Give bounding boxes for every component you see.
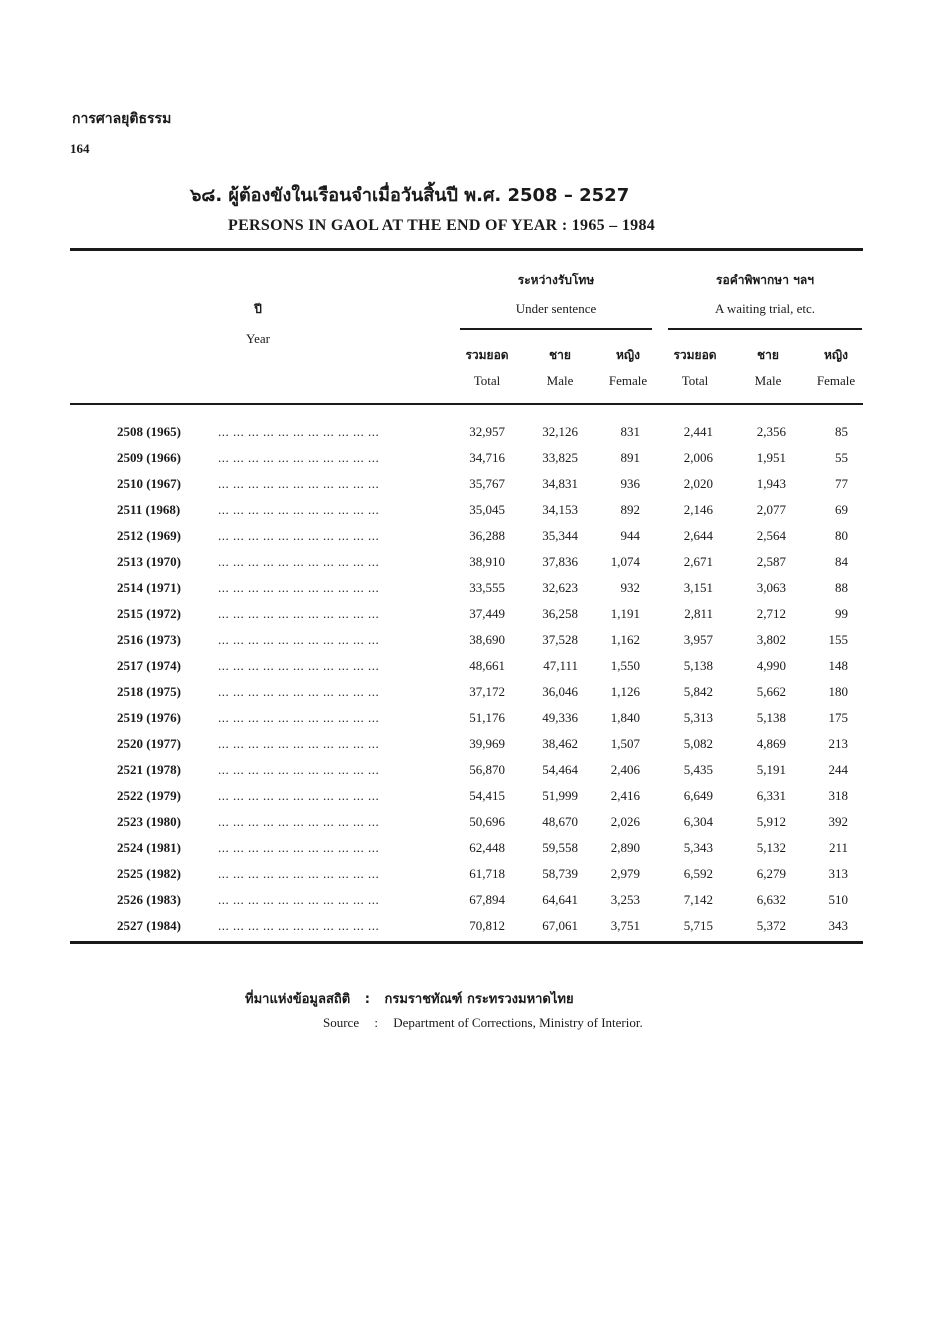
cell-u-total: 38,690	[469, 632, 505, 647]
row-leader-dots: ... ... ... ... ... ... ... ... ... ... ...	[218, 606, 380, 621]
page-number: 164	[70, 141, 90, 156]
cell-w-female: 99	[835, 606, 848, 621]
cell-w-male: 2,564	[756, 528, 786, 543]
cell-w-total: 3,957	[683, 632, 713, 647]
row-year: 2508 (1965)	[117, 424, 181, 439]
cell-u-female: 2,026	[610, 814, 640, 829]
cell-w-female: 155	[828, 632, 848, 647]
cell-w-total: 5,715	[683, 918, 713, 933]
row-leader-dots: ... ... ... ... ... ... ... ... ... ... ...	[218, 502, 380, 517]
cell-w-female: 84	[835, 554, 848, 569]
cell-w-male: 3,802	[756, 632, 786, 647]
row-year: 2512 (1969)	[117, 528, 181, 543]
col-await-male-thai: ชาย	[757, 348, 779, 362]
cell-w-male: 2,712	[756, 606, 786, 621]
cell-u-total: 56,870	[469, 762, 505, 777]
cell-w-total: 2,006	[683, 450, 713, 465]
row-year: 2519 (1976)	[117, 710, 181, 725]
table-row	[0, 762, 941, 788]
row-leader-dots: ... ... ... ... ... ... ... ... ... ... ...	[218, 476, 380, 491]
table-row	[0, 424, 941, 450]
year-header-english: Year	[246, 331, 270, 346]
cell-u-total: 67,894	[469, 892, 505, 907]
table-row	[0, 554, 941, 580]
cell-w-total: 3,151	[683, 580, 713, 595]
cell-u-total: 34,716	[469, 450, 505, 465]
cell-w-female: 180	[828, 684, 848, 699]
cell-u-male: 32,623	[542, 580, 578, 595]
table-row	[0, 788, 941, 814]
row-leader-dots: ... ... ... ... ... ... ... ... ... ... ...	[218, 918, 380, 933]
col-await-female-thai: หญิง	[824, 348, 848, 362]
cell-w-female: 175	[828, 710, 848, 725]
cell-u-total: 62,448	[469, 840, 505, 855]
table-top-rule	[70, 248, 863, 251]
cell-u-female: 831	[620, 424, 640, 439]
source-english-label: Source	[323, 1015, 360, 1030]
col-under-total-english: Total	[473, 373, 501, 388]
cell-u-female: 3,253	[610, 892, 640, 907]
cell-w-male: 2,077	[756, 502, 786, 517]
row-year: 2521 (1978)	[117, 762, 181, 777]
cell-u-male: 64,641	[542, 892, 578, 907]
cell-u-male: 58,739	[542, 866, 578, 881]
cell-w-male: 6,279	[756, 866, 786, 881]
cell-w-total: 2,644	[683, 528, 713, 543]
cell-u-female: 2,890	[610, 840, 640, 855]
cell-w-female: 313	[828, 866, 848, 881]
row-year: 2518 (1975)	[117, 684, 181, 699]
group-awaiting-trial-english: A waiting trial, etc.	[714, 301, 815, 316]
section-header: การศาลยุติธรรม	[72, 111, 172, 127]
row-leader-dots: ... ... ... ... ... ... ... ... ... ... ...	[218, 554, 380, 569]
cell-w-male: 3,063	[756, 580, 786, 595]
cell-w-male: 5,912	[756, 814, 786, 829]
row-leader-dots: ... ... ... ... ... ... ... ... ... ... ...	[218, 710, 380, 725]
cell-w-total: 5,138	[683, 658, 713, 673]
row-leader-dots: ... ... ... ... ... ... ... ... ... ... ...	[218, 684, 380, 699]
row-year: 2527 (1984)	[117, 918, 181, 933]
cell-u-female: 936	[620, 476, 640, 491]
row-year: 2515 (1972)	[117, 606, 181, 621]
row-year: 2523 (1980)	[117, 814, 181, 829]
group-rule-under-sentence	[460, 328, 652, 330]
cell-w-male: 1,943	[756, 476, 786, 491]
source-thai-colon: :	[364, 992, 370, 1007]
cell-w-male: 6,632	[756, 892, 786, 907]
col-await-total-english: Total	[681, 373, 709, 388]
table-title-thai: ๖๘. ผู้ต้องขังในเรือนจำเมื่อวันสิ้นปี พ.ศ. 2508 – 2527	[190, 185, 630, 206]
cell-u-total: 37,172	[469, 684, 505, 699]
col-under-female-english: Female	[608, 373, 648, 388]
cell-u-total: 38,910	[469, 554, 505, 569]
table-title-english: PERSONS IN GAOL AT THE END OF YEAR : 1965 – 1984	[228, 217, 656, 234]
cell-u-total: 32,957	[469, 424, 505, 439]
cell-u-female: 932	[620, 580, 640, 595]
row-leader-dots: ... ... ... ... ... ... ... ... ... ... ...	[218, 762, 380, 777]
table-row	[0, 632, 941, 658]
cell-w-female: 510	[828, 892, 848, 907]
source-thai-label: ที่มาแห่งข้อมูลสถิติ	[245, 992, 351, 1007]
col-under-total-thai: รวมยอด	[465, 348, 509, 362]
table-row	[0, 866, 941, 892]
table-header-rule	[70, 403, 863, 405]
cell-u-female: 2,406	[610, 762, 640, 777]
row-year: 2525 (1982)	[117, 866, 181, 881]
cell-w-total: 6,592	[683, 866, 713, 881]
cell-u-male: 36,046	[542, 684, 578, 699]
source-english-value: Department of Corrections, Ministry of Interior.	[393, 1015, 643, 1030]
row-leader-dots: ... ... ... ... ... ... ... ... ... ... ...	[218, 424, 380, 439]
cell-w-male: 6,331	[756, 788, 786, 803]
cell-w-total: 5,435	[683, 762, 713, 777]
source-english	[323, 1015, 643, 1031]
cell-u-total: 35,767	[469, 476, 505, 491]
cell-w-male: 2,587	[756, 554, 786, 569]
cell-u-total: 33,555	[469, 580, 505, 595]
cell-w-total: 5,343	[683, 840, 713, 855]
cell-u-male: 54,464	[542, 762, 578, 777]
source-thai-value: กรมราชทัณฑ์ กระทรวงมหาดไทย	[384, 992, 574, 1007]
cell-u-female: 2,416	[610, 788, 640, 803]
table-row	[0, 918, 941, 944]
row-leader-dots: ... ... ... ... ... ... ... ... ... ... ...	[218, 840, 380, 855]
table-row	[0, 476, 941, 502]
cell-w-female: 148	[828, 658, 848, 673]
cell-w-male: 4,869	[756, 736, 786, 751]
cell-w-female: 80	[835, 528, 848, 543]
cell-w-male: 5,662	[756, 684, 786, 699]
cell-u-male: 37,836	[542, 554, 578, 569]
cell-u-female: 1,074	[610, 554, 640, 569]
row-leader-dots: ... ... ... ... ... ... ... ... ... ... ...	[218, 892, 380, 907]
cell-w-female: 77	[835, 476, 848, 491]
cell-w-total: 5,842	[683, 684, 713, 699]
row-leader-dots: ... ... ... ... ... ... ... ... ... ... ...	[218, 580, 380, 595]
cell-u-total: 37,449	[469, 606, 505, 621]
group-awaiting-trial-thai: รอคำพิพากษา ฯลฯ	[716, 273, 814, 287]
cell-u-male: 33,825	[542, 450, 578, 465]
cell-w-total: 2,441	[683, 424, 713, 439]
cell-u-male: 36,258	[542, 606, 578, 621]
row-year: 2516 (1973)	[117, 632, 181, 647]
row-leader-dots: ... ... ... ... ... ... ... ... ... ... ...	[218, 814, 380, 829]
cell-w-male: 5,138	[756, 710, 786, 725]
row-leader-dots: ... ... ... ... ... ... ... ... ... ... ...	[218, 528, 380, 543]
cell-w-total: 2,671	[683, 554, 713, 569]
cell-u-total: 50,696	[469, 814, 505, 829]
cell-u-male: 51,999	[542, 788, 578, 803]
cell-u-male: 47,111	[543, 658, 578, 673]
cell-w-female: 85	[835, 424, 848, 439]
cell-u-male: 34,153	[542, 502, 578, 517]
row-year: 2514 (1971)	[117, 580, 181, 595]
cell-u-female: 1,507	[610, 736, 640, 751]
cell-w-male: 5,132	[756, 840, 786, 855]
row-leader-dots: ... ... ... ... ... ... ... ... ... ... ...	[218, 736, 380, 751]
row-leader-dots: ... ... ... ... ... ... ... ... ... ... ...	[218, 866, 380, 881]
cell-u-total: 48,661	[469, 658, 505, 673]
cell-u-male: 48,670	[542, 814, 578, 829]
cell-w-female: 88	[835, 580, 848, 595]
col-under-male-english: Male	[546, 373, 574, 388]
col-under-male-thai: ชาย	[549, 348, 571, 362]
source-thai	[245, 988, 574, 1009]
row-leader-dots: ... ... ... ... ... ... ... ... ... ... ...	[218, 658, 380, 673]
cell-w-male: 2,356	[756, 424, 786, 439]
cell-w-male: 4,990	[756, 658, 786, 673]
row-year: 2522 (1979)	[117, 788, 181, 803]
cell-u-female: 3,751	[610, 918, 640, 933]
cell-u-female: 2,979	[610, 866, 640, 881]
cell-w-female: 55	[835, 450, 848, 465]
cell-w-female: 244	[828, 762, 848, 777]
row-year: 2513 (1970)	[117, 554, 181, 569]
table-row	[0, 528, 941, 554]
row-year: 2511 (1968)	[117, 502, 181, 517]
cell-u-total: 61,718	[469, 866, 505, 881]
cell-u-female: 892	[620, 502, 640, 517]
cell-u-female: 1,840	[610, 710, 640, 725]
cell-u-female: 1,162	[610, 632, 640, 647]
table-row	[0, 658, 941, 684]
cell-w-female: 392	[828, 814, 848, 829]
cell-w-total: 6,304	[683, 814, 713, 829]
cell-w-female: 211	[828, 840, 848, 855]
cell-u-total: 36,288	[469, 528, 505, 543]
cell-u-male: 37,528	[542, 632, 578, 647]
cell-w-total: 6,649	[683, 788, 713, 803]
cell-u-total: 35,045	[469, 502, 505, 517]
cell-w-total: 5,082	[683, 736, 713, 751]
cell-w-total: 2,146	[683, 502, 713, 517]
row-leader-dots: ... ... ... ... ... ... ... ... ... ... ...	[218, 788, 380, 803]
table-row	[0, 814, 941, 840]
cell-w-male: 5,372	[756, 918, 786, 933]
cell-u-male: 38,462	[542, 736, 578, 751]
row-year: 2509 (1966)	[117, 450, 181, 465]
cell-u-male: 32,126	[542, 424, 578, 439]
row-leader-dots: ... ... ... ... ... ... ... ... ... ... ...	[218, 450, 380, 465]
table-row	[0, 580, 941, 606]
cell-w-total: 5,313	[683, 710, 713, 725]
row-year: 2510 (1967)	[117, 476, 181, 491]
cell-u-male: 49,336	[542, 710, 578, 725]
cell-w-female: 318	[828, 788, 848, 803]
cell-u-male: 35,344	[542, 528, 578, 543]
group-under-sentence-english: Under sentence	[515, 301, 597, 316]
cell-u-female: 944	[620, 528, 640, 543]
cell-w-male: 1,951	[756, 450, 786, 465]
cell-u-total: 70,812	[469, 918, 505, 933]
row-year: 2517 (1974)	[117, 658, 181, 673]
cell-w-male: 5,191	[756, 762, 786, 777]
table-row	[0, 710, 941, 736]
table-row	[0, 892, 941, 918]
group-rule-awaiting-trial	[668, 328, 862, 330]
row-leader-dots: ... ... ... ... ... ... ... ... ... ... ...	[218, 632, 380, 647]
cell-u-female: 1,191	[610, 606, 640, 621]
table-row	[0, 684, 941, 710]
source-english-colon: :	[374, 1015, 378, 1030]
group-under-sentence-thai: ระหว่างรับโทษ	[517, 273, 595, 287]
row-year: 2520 (1977)	[117, 736, 181, 751]
table-row	[0, 450, 941, 476]
cell-u-male: 34,831	[542, 476, 578, 491]
cell-u-male: 59,558	[542, 840, 578, 855]
row-year: 2526 (1983)	[117, 892, 181, 907]
cell-u-total: 51,176	[469, 710, 505, 725]
cell-w-female: 343	[828, 918, 848, 933]
table-row	[0, 606, 941, 632]
col-await-male-english: Male	[754, 373, 782, 388]
col-await-total-thai: รวมยอด	[673, 348, 717, 362]
table-row	[0, 840, 941, 866]
year-header-thai: ปี	[254, 302, 262, 316]
cell-w-total: 2,811	[684, 606, 713, 621]
cell-u-total: 54,415	[469, 788, 505, 803]
table-row	[0, 736, 941, 762]
cell-u-female: 1,550	[610, 658, 640, 673]
cell-w-female: 213	[828, 736, 848, 751]
cell-u-total: 39,969	[469, 736, 505, 751]
table-row	[0, 502, 941, 528]
row-year: 2524 (1981)	[117, 840, 181, 855]
cell-w-total: 7,142	[683, 892, 713, 907]
cell-w-female: 69	[835, 502, 848, 517]
cell-u-female: 1,126	[610, 684, 640, 699]
cell-w-total: 2,020	[683, 476, 713, 491]
col-under-female-thai: หญิง	[616, 348, 640, 362]
col-await-female-english: Female	[816, 373, 856, 388]
cell-u-female: 891	[620, 450, 640, 465]
cell-u-male: 67,061	[542, 918, 578, 933]
